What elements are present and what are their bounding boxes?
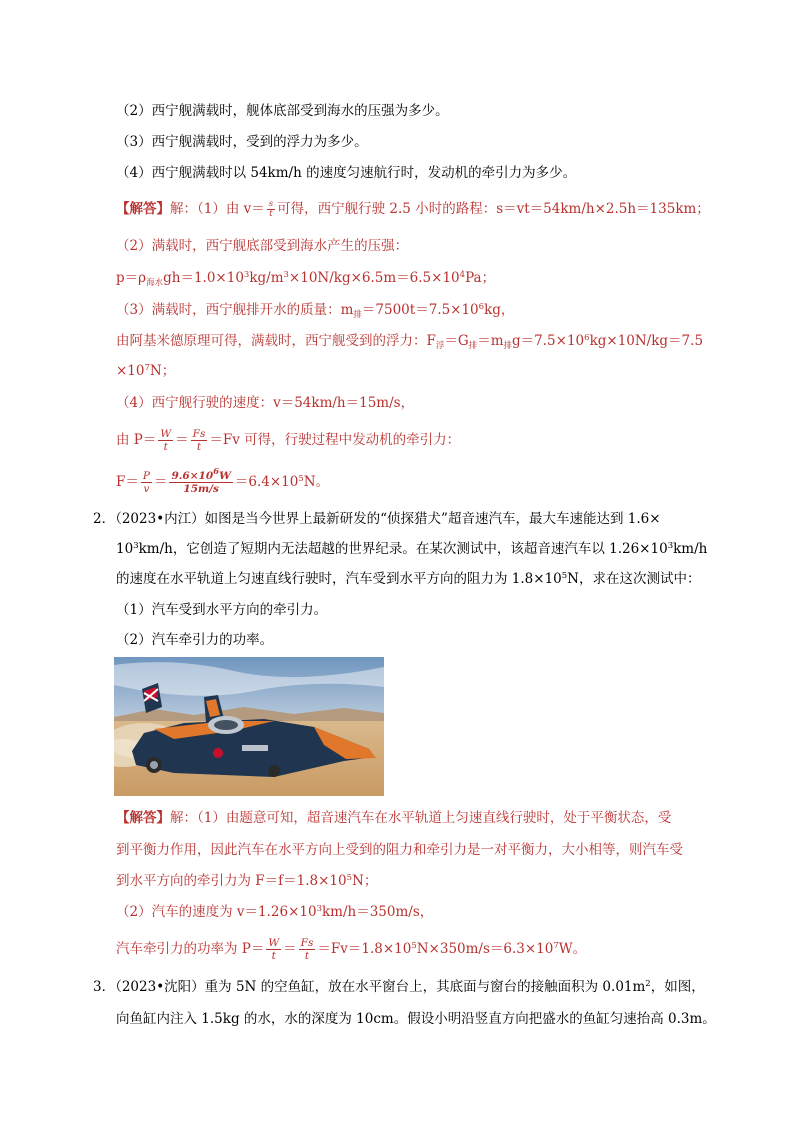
answer1-line-8: 由 P＝ $\frac{W}{t}$ ＝ $\frac{Fs}{t}$ ＝Fv 可得，行驶过程中发动机的牵引力： [116,428,461,453]
fraction: $\frac{s}{t}$ [268,199,274,219]
answer-tag: 【解答】 [116,201,170,217]
q1-part-3: （3）西宁舰满载时，受到的浮力为多少。 [116,134,368,150]
answer1-line-5: 由阿基米德原理可得，满载时，西宁舰受到的浮力：$F_浮=G_排=m_排g=7.5\times 10^6kg\times 10N/kg=7.5$ [116,333,704,351]
answer2-line-5: 汽车牵引力的功率为 P＝ $\frac{W}{t}$ ＝ $\frac{Fs}{t}$ $=Fv=1.8\times 10^5N\times 350m/s=6.3\times 10^7W$。 [116,937,587,962]
q1-part-2: （2）西宁舰满载时，舰体底部受到海水的压强为多少。 [116,103,449,119]
q1-part-4: （4）西宁舰满载时以 54km/h 的速度匀速航行时，发动机的牵引力为多少。 [116,165,577,181]
fraction: $\frac{Fs}{t}$ [192,428,206,453]
answer1-line-7: （4）西宁舰行驶的速度：v＝54km/h＝15m/s， [116,395,415,411]
supersonic-car-photo [114,657,384,796]
question3-line-2: 向鱼缸内注入 1.5kg 的水，水的深度为 10cm。假设小明沿竖直方向把盛水的鱼缸匀速抬高 0.3m。 [116,1011,716,1027]
fraction: $\frac{W}{t}$ [160,428,172,453]
answer1-line-3: $p=\rho_{海水}gh=1.0\times 10^3kg/m^3\times 10N/kg\times 6.5m=6.5\times 10^4Pa$； [116,270,496,288]
answer1-line-1: 【解答】解：（1）由 v＝ $\frac{s}{t}$ 可得，西宁舰行驶 2.5 小时的路程：s＝vt＝54km/h×2.5h＝135km； [116,199,710,219]
question2-part-1: （1）汽车受到水平方向的牵引力。 [116,602,328,618]
question3-line-1: 3．（2023•沈阳）重为 5N 的空鱼缸，放在水平窗台上，其底面与窗台的接触面积为 $0.01m^2$，如图， [93,979,705,995]
fraction: $\frac{W}{t}$ [268,937,280,962]
answer1-line-4: （3）满载时，西宁舰排开水的质量：$m_排=7500t=7.5\times 10^6kg$， [116,302,515,320]
answer1-line-6: $\times 10^7N$； [116,363,176,379]
fraction: $\frac{9.6\times 10^6W}{15m/s}$ [171,467,231,495]
answer2-line-4: （2）汽车的速度为 $v=1.26\times 10^3km/h=350m/s$， [116,904,434,920]
question2-line-2: $10^3km/h$，它创造了短期内无法超越的世界纪录。在某次测试中，该超音速汽车以 $1.26\times 10^3km/h$ [116,541,708,557]
fraction: $\frac{Fs}{t}$ [300,937,314,962]
answer2-line-1: 【解答】解：（1）由题意可知，超音速汽车在水平轨道上匀速直线行驶时，处于平衡状态，受 [116,810,672,826]
question2-part-2: （2）汽车牵引力的功率。 [116,632,274,648]
answer2-line-2: 到平衡力作用，因此汽车在水平方向上受到的阻力和牵引力是一对平衡力，大小相等，则汽车受 [116,842,683,858]
answer-tag: 【解答】 [116,810,170,826]
answer1-line-9: F＝ $\frac{P}{v}$ ＝ $\frac{9.6\times 10^6W}{15m/s}$ $=6.4\times 10^5N$。 [116,467,330,495]
fraction: $\frac{P}{v}$ [142,470,150,495]
answer1-line-2: （2）满载时，西宁舰底部受到海水产生的压强： [116,238,409,254]
question2-line-1: 2．（2023•内江）如图是当今世界上最新研发的“侦探猎犬”超音速汽车，最大车速能达到 1.6× [93,511,661,527]
answer2-line-3: 到水平方向的牵引力为 $F=f=1.8\times 10^5N$； [116,873,378,889]
question2-line-3: 的速度在水平轨道上匀速直线行驶时，汽车受到水平方向的阻力为 $1.8\times 10^5N$，求在这次测试中： [116,571,701,587]
